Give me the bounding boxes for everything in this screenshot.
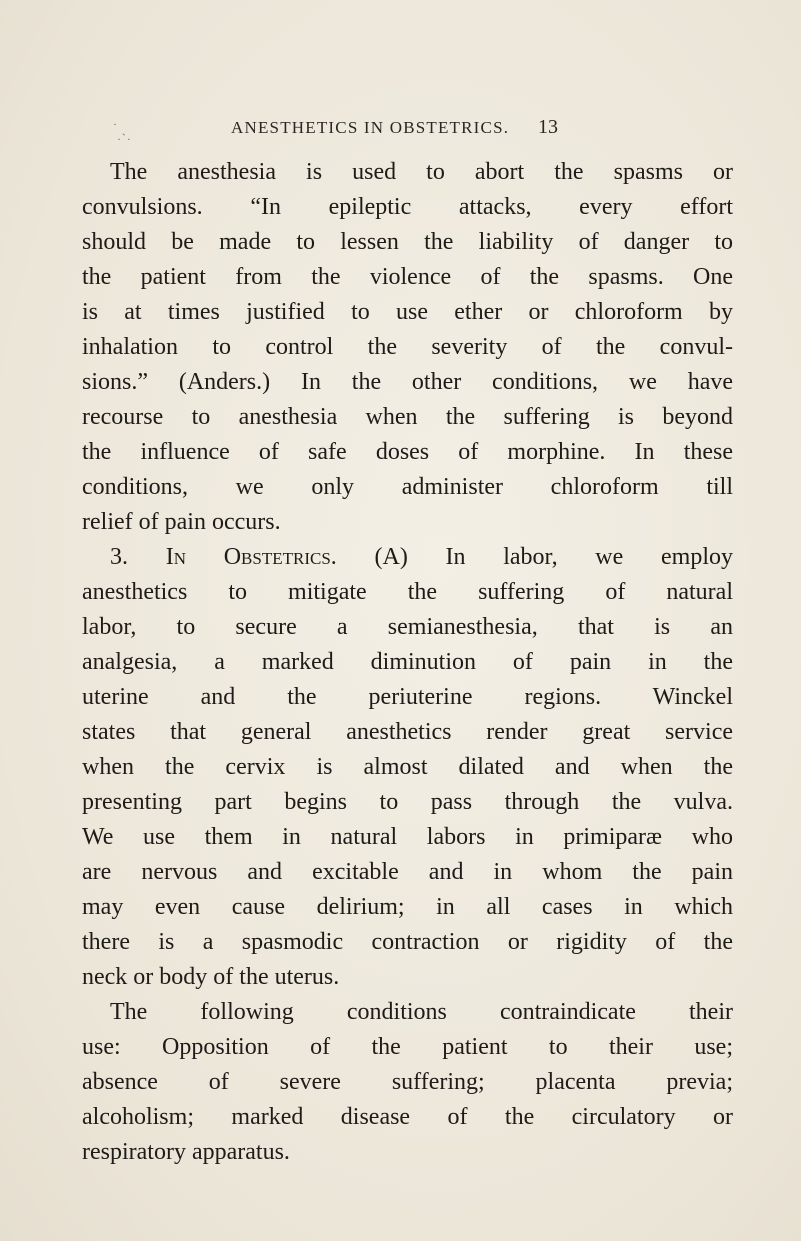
text-line: The anesthesia is used to abort the spasms or xyxy=(110,159,733,185)
text-line xyxy=(82,540,733,575)
text-line: should be made to lessen the liability of danger to xyxy=(82,229,733,255)
paragraph xyxy=(82,155,733,540)
text-line: respiratory apparatus. xyxy=(82,1139,290,1165)
print-blemish: ˙ ˏ xyxy=(112,122,126,136)
text-line: anesthetics to mitigate the suffering of natural xyxy=(82,579,733,605)
text-line-content: (A) In labor, we employ xyxy=(374,544,733,570)
text-line: alcoholism; marked disease of the circulatory or xyxy=(82,1104,733,1130)
paragraph xyxy=(82,540,733,995)
section-heading: In Obstetrics. xyxy=(165,544,337,570)
text-line: sions.” (Anders.) In the other conditions, we have xyxy=(82,369,733,395)
text-line: The following conditions contraindicate their xyxy=(110,999,733,1025)
text-line: neck or body of the uterus. xyxy=(82,964,340,990)
text-line: the influence of safe doses of morphine. In these xyxy=(82,439,733,465)
text-line: inhalation to control the severity of the convul- xyxy=(82,334,733,360)
text-line: relief of pain occurs. xyxy=(82,509,281,535)
text-line: states that general anesthetics render great service xyxy=(82,719,733,745)
text-line: the patient from the violence of the spasms. One xyxy=(82,264,733,290)
text-line: recourse to anesthesia when the suffering is beyond xyxy=(82,404,733,430)
running-head xyxy=(0,118,801,148)
running-head-title: ANESTHETICS IN OBSTETRICS. xyxy=(231,118,510,137)
page-number: 13 xyxy=(538,116,558,138)
text-line: presenting part begins to pass through the vulva. xyxy=(82,789,733,815)
text-line: conditions, we only administer chloroform till xyxy=(82,474,733,500)
text-line: there is a spasmodic contraction or rigidity of the xyxy=(82,929,733,955)
text-line: use: Opposition of the patient to their use; xyxy=(82,1034,733,1060)
text-line: are nervous and excitable and in whom the pain xyxy=(82,859,733,885)
text-line: analgesia, a marked diminution of pain in the xyxy=(82,649,733,675)
text-line: may even cause delirium; in all cases in which xyxy=(82,894,733,920)
text-line: labor, to secure a semianesthesia, that is an xyxy=(82,614,733,640)
text-line: absence of severe suffering; placenta previa; xyxy=(82,1069,733,1095)
text-line: when the cervix is almost dilated and when the xyxy=(82,754,733,780)
text-line: We use them in natural labors in primiparæ who xyxy=(82,824,733,850)
section-number: 3. xyxy=(110,544,128,570)
paragraph xyxy=(82,995,733,1170)
text-line: convulsions. “In epileptic attacks, every effort xyxy=(82,194,733,220)
text-line: is at times justified to use ether or chloroform by xyxy=(82,299,733,325)
body-text xyxy=(82,155,733,1170)
text-line: uterine and the periuterine regions. Winckel xyxy=(82,684,733,710)
print-blemish: ˙ ˙ xyxy=(116,137,132,151)
